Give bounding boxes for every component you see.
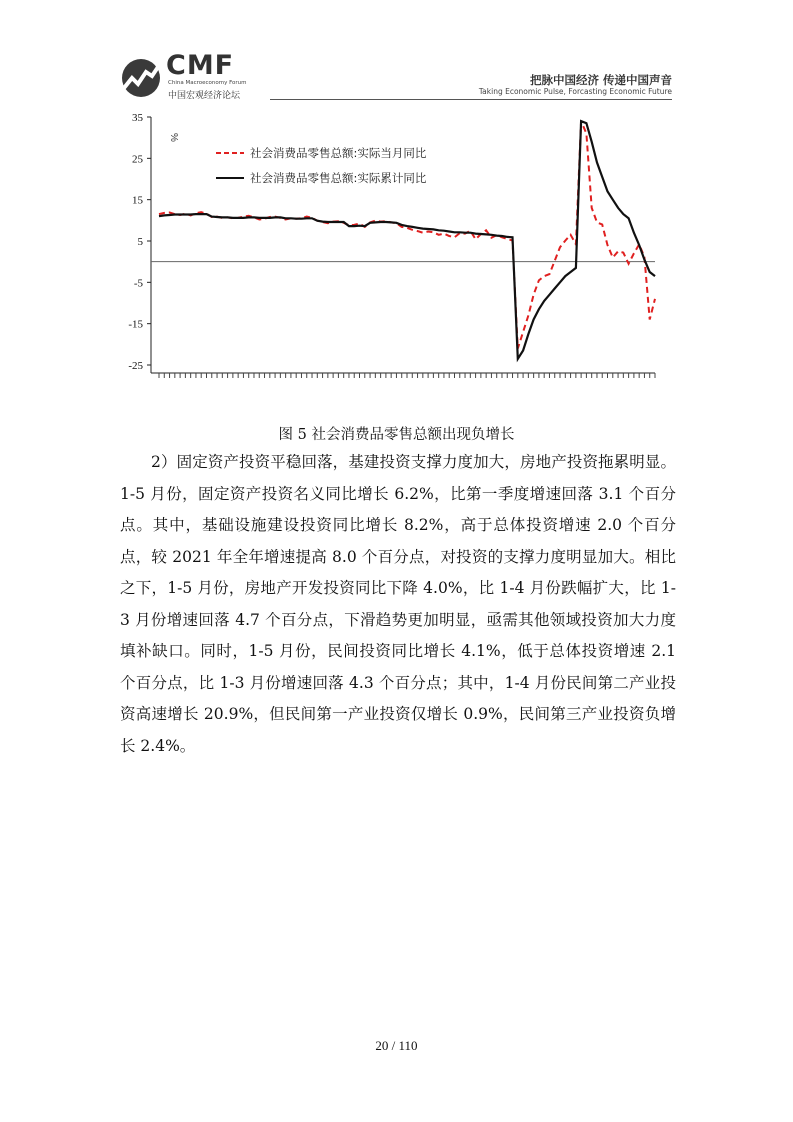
y-tick-label: -5 [133, 277, 143, 290]
y-tick-label: 25 [132, 153, 143, 166]
y-tick-label: 35 [132, 112, 143, 124]
header-slogan-cn: 把脉中国经济 传递中国声音 [529, 73, 672, 87]
page-header [0, 0, 793, 110]
y-tick-label: -25 [128, 360, 143, 372]
logo-subtitle-cn: 中国宏观经济论坛 [168, 91, 241, 101]
header-slogan-en: Taking Economic Pulse, Forcasting Economic Future [478, 87, 672, 96]
figure-caption: 图 5 社会消费品零售总额出现负增长 [278, 427, 515, 443]
y-axis-unit-label: % [168, 133, 179, 142]
header-divider [270, 99, 672, 100]
y-tick-label: 5 [137, 236, 143, 248]
cmf-logo-icon [118, 58, 164, 98]
legend-label: 社会消费品零售总额:实际累计同比 [250, 171, 427, 185]
retail-sales-line-chart [110, 105, 670, 390]
legend-label: 社会消费品零售总额:实际当月同比 [250, 146, 427, 160]
paragraph: 2）固定资产投资平稳回落，基建投资支撑力度加大，房地产投资拖累明显。1-5 月份，固定资产投资名义同比增长 6.2%，比第一季度增速回落 3.1 个百分点。其中，基础设施建设投资同比增长 8.2%，高于总体投资增速 2.0 个百分点，较 2021 年全年增速提高 8.0 个百分点，对投资的支撑力度明显加大。相比之下，1-5 月份，房地产开发投资同比下降 4.0%，比 1-4 月份跌幅扩大，比 1-3 月份增速回落 4.7 个百分点，下滑趋势更加明显，亟需其他领域投资加大力度填补缺口。同时，1-5 月份，民间投资同比增长 4.1%，低于总体投资增速 2.1 个百分点，比 1-3 月份增速回落 4.3 个百分点；其中，1-4 月份民间第二产业投资高速增长 20.9%，但民间第一产业投资仅增长 0.9%，民间第三产业投资负增长 2.4%。 [120, 453, 676, 755]
y-tick-label: -15 [128, 318, 143, 331]
y-tick-label: 15 [132, 194, 143, 207]
logo-subtitle-en: China Macroeconomy Forum [168, 80, 247, 86]
logo-text: CMF [166, 50, 235, 81]
body-text [120, 447, 676, 762]
page-number: 20 / 110 [375, 1038, 418, 1053]
